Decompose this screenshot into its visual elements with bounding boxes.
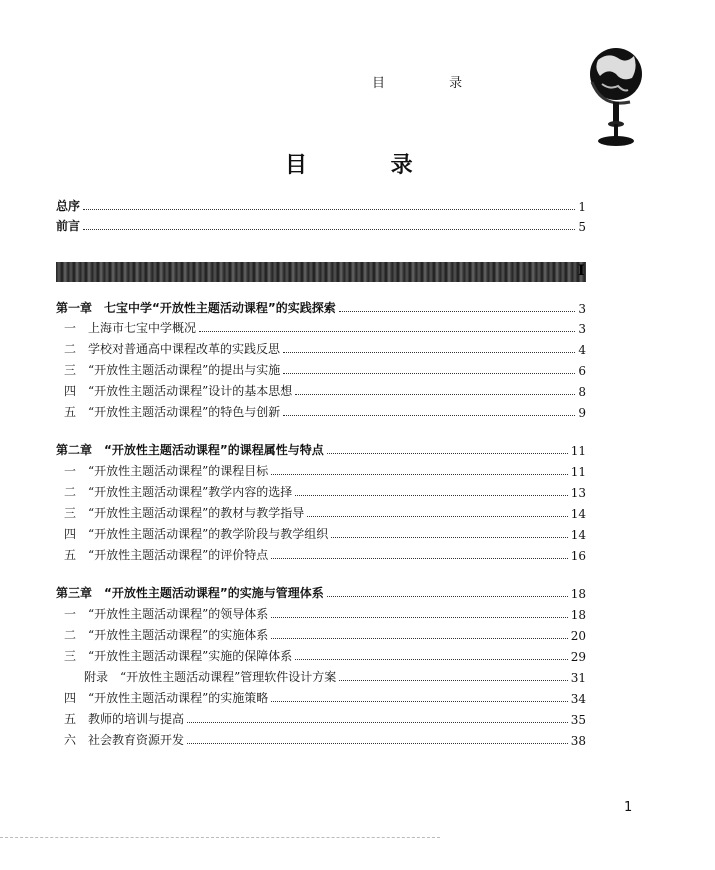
toc-page: 11 [570,465,586,479]
dot-leader [199,331,575,332]
dot-leader [271,617,567,618]
toc-page: 35 [570,713,586,727]
dot-leader [295,495,567,496]
toc-chapter[interactable] [56,583,586,601]
toc-label: “开放性主题活动课程”实施的保障体系 [88,649,293,663]
toc-page: 6 [578,364,586,378]
toc-page: 18 [570,587,586,601]
page-number: 1 [624,800,633,815]
toc-entry-front[interactable] [56,196,586,214]
dot-leader [271,638,567,639]
toc-entry-front[interactable] [56,216,586,234]
toc-number: 二 [64,628,77,642]
toc-label: 社会教育资源开发 [88,733,185,747]
toc-section[interactable] [64,339,586,357]
toc-number: 三 [64,649,77,663]
bottom-rule [0,836,440,838]
toc-label: “开放性主题活动课程”的实施策略 [88,691,269,705]
toc-page: 1 [578,200,586,214]
toc-page: 29 [570,650,586,664]
toc-label: 第一章 七宝中学“开放性主题活动课程”的实践探索 [56,301,336,315]
dot-leader [83,209,575,210]
toc-number: 六 [64,733,77,747]
dot-leader [271,701,567,702]
toc-section[interactable] [64,709,586,727]
dot-leader [83,229,575,230]
dot-leader [331,537,567,538]
toc-section[interactable] [64,360,586,378]
toc-section[interactable] [64,402,586,420]
toc-label: 教师的培训与提高 [88,712,185,726]
toc-number: 五 [64,712,77,726]
toc-page: 11 [570,444,586,458]
dot-leader [295,394,575,395]
toc-number: 五 [64,405,77,419]
toc-label: 前言 [56,219,81,233]
toc-section[interactable] [64,688,586,706]
toc-page: 8 [578,385,586,399]
dot-leader [271,474,567,475]
toc-section[interactable] [64,730,586,748]
toc-label: “开放性主题活动课程”的教材与教学指导 [88,506,305,520]
dot-leader [283,415,575,416]
toc-label: “开放性主题活动课程”的课程目标 [88,464,269,478]
toc-label: 第三章 “开放性主题活动课程”的实施与管理体系 [56,586,324,600]
dot-leader [283,352,575,353]
toc-page: 34 [570,692,586,706]
toc-number: 四 [64,691,77,705]
toc-page: 14 [570,528,586,542]
toc-chapter[interactable] [56,440,586,458]
page-title: 目 录 [285,153,451,178]
toc-page: 3 [578,322,586,336]
toc-chapter[interactable] [56,298,586,316]
toc-page: 20 [570,629,586,643]
toc-number: 一 [64,607,77,621]
dot-leader [339,680,567,681]
part-banner-number: I [578,263,585,279]
toc-page: 14 [570,507,586,521]
toc-label: 附录 “开放性主题活动课程”管理软件设计方案 [84,670,337,684]
dot-leader [187,743,568,744]
toc-page: 9 [578,406,586,420]
toc-label: 学校对普通高中课程改革的实践反思 [88,342,281,356]
toc-number: 四 [64,527,77,541]
globe-icon [588,38,644,148]
toc-number: 一 [64,321,77,335]
dot-leader [327,453,568,454]
toc-number: 二 [64,342,77,356]
running-head: 目 录 [372,76,493,91]
toc-label: “开放性主题活动课程”教学内容的选择 [88,485,293,499]
toc-label: 上海市七宝中学概况 [88,321,197,335]
toc-number: 五 [64,548,77,562]
toc-label: 总序 [56,199,81,213]
toc-section[interactable] [64,524,586,542]
toc-number: 一 [64,464,77,478]
toc-section[interactable] [64,318,586,336]
toc-section[interactable] [64,461,586,479]
toc-page: 4 [578,343,586,357]
toc-appendix[interactable] [84,667,586,685]
toc-number: 三 [64,363,77,377]
toc-section[interactable] [64,545,586,563]
toc-label: “开放性主题活动课程”的提出与实施 [88,363,281,377]
toc-page: 38 [570,734,586,748]
toc-label: “开放性主题活动课程”的领导体系 [88,607,269,621]
toc-section[interactable] [64,646,586,664]
toc-page: 18 [570,608,586,622]
dot-leader [283,373,575,374]
dot-leader [327,596,568,597]
toc-number: 四 [64,384,77,398]
toc-label: 第二章 “开放性主题活动课程”的课程属性与特点 [56,443,324,457]
dot-leader [295,659,567,660]
toc-label: “开放性主题活动课程”的评价特点 [88,548,269,562]
toc-section[interactable] [64,381,586,399]
toc-label: “开放性主题活动课程”的教学阶段与教学组织 [88,527,329,541]
toc-section[interactable] [64,604,586,622]
toc-label: “开放性主题活动课程”的特色与创新 [88,405,281,419]
toc-label: “开放性主题活动课程”设计的基本思想 [88,384,293,398]
toc-section[interactable] [64,482,586,500]
toc-page: 13 [570,486,586,500]
part-banner [56,262,586,282]
toc-label: “开放性主题活动课程”的实施体系 [88,628,269,642]
dot-leader [187,722,568,723]
toc-page: 3 [578,302,586,316]
toc-page: 31 [570,671,586,685]
toc-section[interactable] [64,625,586,643]
toc-number: 三 [64,506,77,520]
toc-page: 5 [578,220,586,234]
dot-leader [339,311,576,312]
dot-leader [307,516,567,517]
toc-section[interactable] [64,503,586,521]
toc-number: 二 [64,485,77,499]
dot-leader [271,558,567,559]
toc-page: 16 [570,549,586,563]
